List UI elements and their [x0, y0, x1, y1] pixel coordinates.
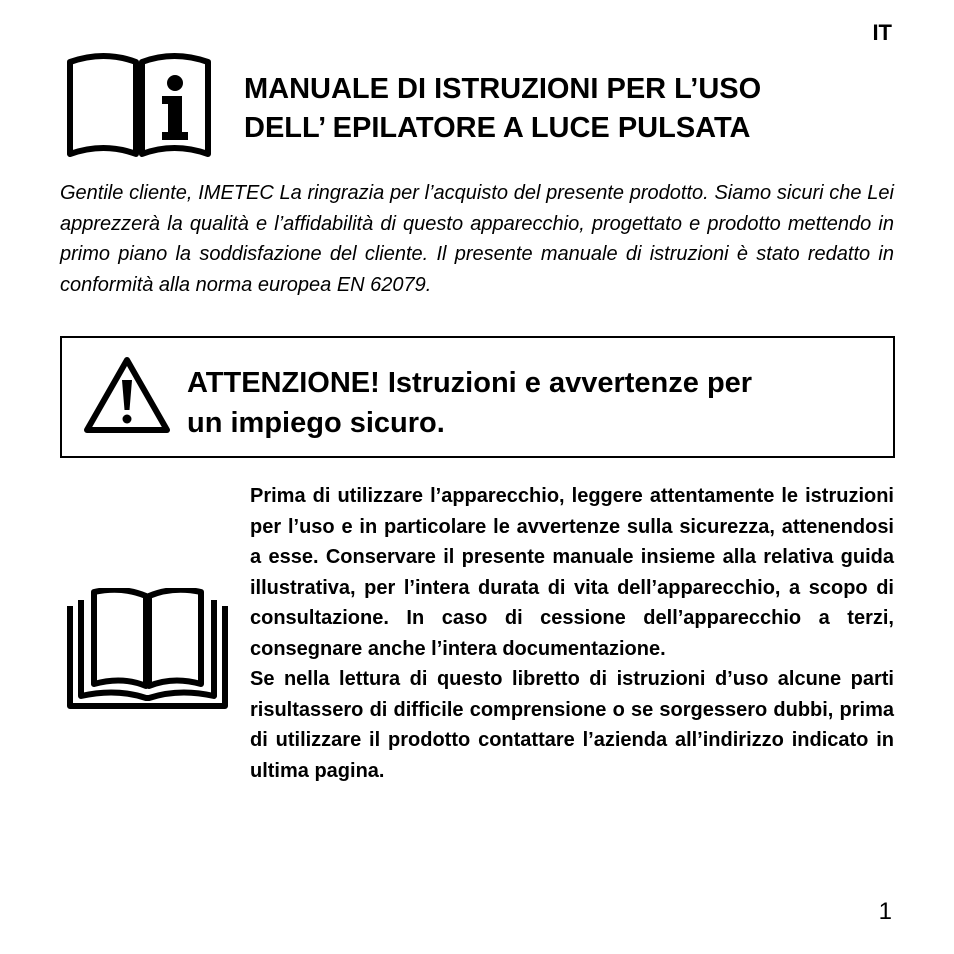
title-line-2: DELL’ EPILATORE A LUCE PULSATA: [244, 112, 751, 144]
page-number: 1: [878, 898, 892, 925]
manual-title: [244, 70, 904, 148]
instructions-paragraph-1: Prima di utilizzare l’apparecchio, leggere attentamente le istruzioni per l’uso e in particolare le avvertenze sulla sicurezza, attenendosi a esse. Conservare il presente manuale insieme alla relativa guida illustrativa, per l’intera durata di vita dell’apparecchio, a scopo di consultazione. In caso di cessione dell’apparecchio a terzi, consegnare anche l’intera documentazione.: [250, 485, 894, 660]
safety-instructions: [250, 481, 894, 786]
open-book-icon: [66, 588, 229, 710]
title-line-1: MANUALE DI ISTRUZIONI PER L’USO: [244, 73, 762, 105]
language-code: IT: [872, 20, 892, 45]
warning-triangle-icon: [82, 354, 172, 436]
warning-box: [60, 336, 895, 458]
instructions-paragraph-2: Se nella lettura di questo libretto di istruzioni d’uso alcune parti risultassero di difficile comprensione o se sorgessero dubbi, prima di utilizzare il prodotto contattare l’azienda all’indirizzo indicato in ultima pagina.: [250, 668, 894, 782]
warning-line-1: ATTENZIONE! Istruzioni e avvertenze per: [187, 367, 753, 399]
warning-heading: [187, 363, 867, 443]
intro-paragraph: Gentile cliente, IMETEC La ringrazia per l’acquisto del presente prodotto. Siamo sicuri che Lei apprezzerà la qualità e l’affidabilità di questo apparecchio, progettato e prodotto mettendo in primo piano la soddisfazione del cliente. Il presente manuale di istruzioni è stato redatto in conformità alla norma europea EN 62079.: [60, 182, 894, 296]
info-manual-icon: [66, 52, 212, 158]
warning-line-2: un impiego sicuro.: [187, 407, 445, 439]
